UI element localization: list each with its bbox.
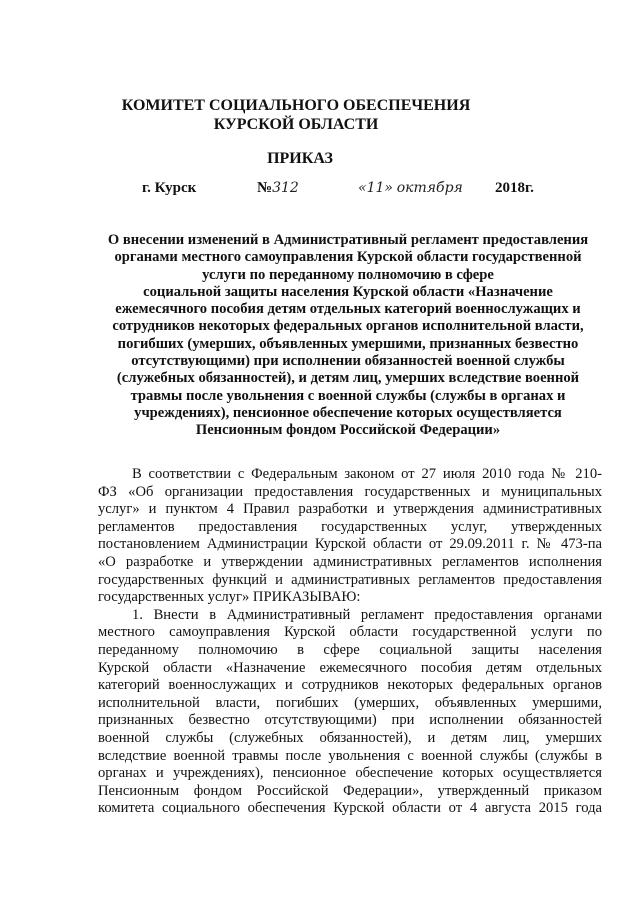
- body-text-line: В соответствии с Федеральным законом от 27 июля 2010 года № 210-: [132, 466, 602, 482]
- body-text-line: Пенсионным фондом Российской Федерации», утвержденный приказом: [98, 782, 602, 799]
- body-text-line: категорий военнослужащих и сотрудников некоторых федеральных органов: [98, 677, 602, 694]
- subject-line: услуги по переданному полномочию в сфере: [202, 266, 494, 283]
- body-text-line: Курской области «Назначение ежемесячного пособия детям отдельных: [98, 659, 602, 676]
- number-sign: №: [257, 180, 273, 196]
- body-text-line: 1. Внести в Административный регламент предоставления органами: [132, 606, 602, 623]
- subject-line: ежемесячного пособия детям отдельных категорий военнослужащих и: [115, 301, 581, 318]
- subject-line: О внесении изменений в Административный регламент предоставления: [107, 232, 589, 248]
- handwritten-month: октября: [396, 180, 463, 196]
- body-text-line: военной службы (служебных обязанностей), и детям лиц, умерших: [98, 730, 602, 746]
- body-text-line: органах и учреждениях), пенсионное обеспечение которых осуществляется: [98, 765, 602, 782]
- body-text-line: переданному полномочию в сфере социальной защиты населения: [98, 642, 602, 658]
- handwritten-number: 312: [272, 180, 299, 196]
- document-type-title: ПРИКАЗ: [267, 150, 333, 167]
- date-day: «11»: [358, 180, 393, 196]
- city: г. Курск: [142, 180, 197, 196]
- order-date: [358, 180, 463, 197]
- body-text-line: «О разработке и утверждении административных регламентов исполнения: [98, 554, 602, 570]
- body-text-line: услуг» и пунктом 4 Правил разработки и утверждения административных: [98, 501, 602, 518]
- order-subject: [88, 232, 608, 440]
- body-text-line: регламентов предоставления государственных услуг, утвержденных: [98, 518, 602, 535]
- order-number: [257, 180, 299, 197]
- body-text-line: постановлением Администрации Курской области от 29.09.2011 г. № 473-па: [98, 536, 602, 553]
- body-text-line: государственных услуг» ПРИКАЗЫВАЮ:: [98, 589, 361, 606]
- subject-line: учреждениях), пенсионное обеспечение которых осуществляется: [134, 404, 562, 421]
- subject-line: социальной защиты населения Курской области «Назначение: [143, 283, 553, 300]
- organization-name-line2: КУРСКОЙ ОБЛАСТИ: [213, 116, 379, 133]
- organization-name-line1: КОМИТЕТ СОЦИАЛЬНОГО ОБЕСПЕЧЕНИЯ: [121, 97, 471, 114]
- subject-line: сотрудников некоторых федеральных органов исполнительной власти,: [112, 318, 584, 335]
- body-text-line: государственных функций и административных регламентов предоставления: [98, 571, 602, 588]
- subject-line: органами местного самоуправления Курской области государственной: [114, 249, 582, 266]
- order-year: 2018г.: [495, 180, 534, 196]
- subject-line: Пенсионным фондом Российской Федерации»: [195, 422, 501, 439]
- subject-line: отсутствующими) при исполнении обязанностей военной службы: [131, 353, 565, 370]
- body-text-line: местного самоуправления Курской области государственной услуги по: [98, 624, 602, 641]
- subject-line: травмы после увольнения с военной службы (службы в органах и: [130, 387, 566, 404]
- body-text-line: вследствие военной травмы после увольнения с военной службы (службы в: [98, 747, 602, 764]
- subject-line: погибших (умерших, объявленных умершими, признанных безвестно: [117, 335, 579, 352]
- body-text-line: ФЗ «Об организации предоставления государственных и муниципальных: [98, 483, 602, 500]
- body-text-line: признанных безвестно отсутствующими) при исполнении обязанностей: [98, 712, 602, 729]
- body-text-line: комитета социального обеспечения Курской области от 4 августа 2015 года: [98, 800, 602, 817]
- body-text-line: исполнительной власти, погибших (умерших, объявленных умершими,: [98, 694, 602, 711]
- subject-line: (служебных обязанностей), и детям лиц, умерших вследствие военной: [116, 370, 580, 387]
